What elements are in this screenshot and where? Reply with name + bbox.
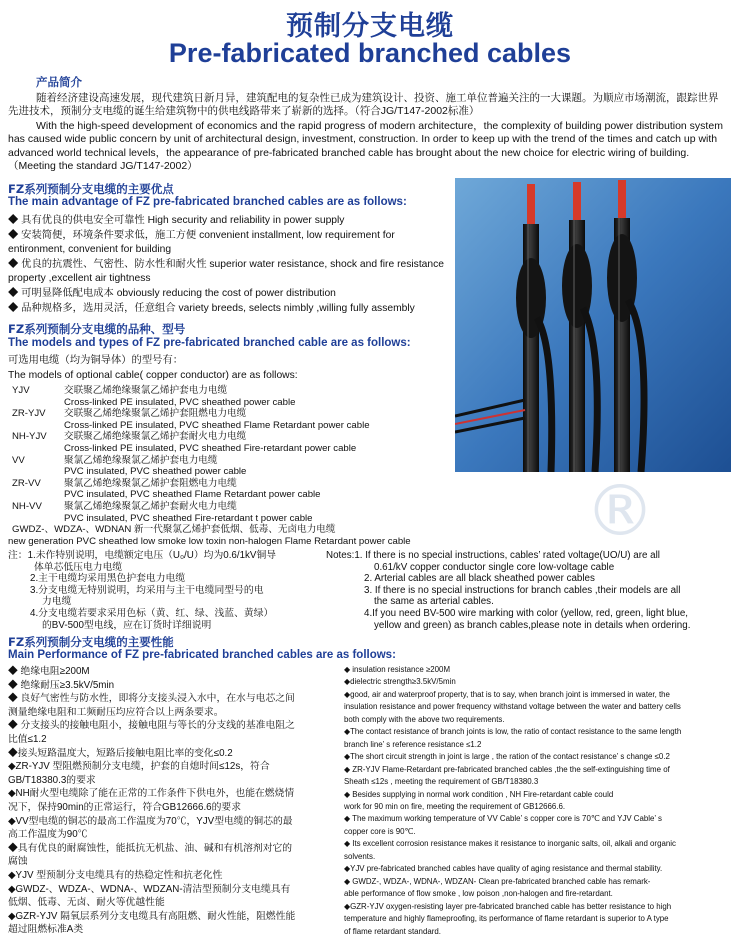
note-en-line: 0.61/kV copper conductor single core low-voltage cable (374, 561, 615, 573)
note-cn-line: 3.分支电缆无特别说明，均采用与主干电缆同型号的电 (30, 584, 264, 596)
perf-en-line: ◆The contact resistance of branch joints is low, the ratio of contact resistance to the same length (344, 727, 682, 737)
perf-cn-line: 比值≤1.2 (8, 733, 47, 745)
page-title-cn: 预制分支电缆 (286, 11, 454, 42)
models-heading-cn: FZ系列预制分支电缆的品种、型号 (8, 322, 186, 336)
perf-cn-line: ◆YJV 型预制分支电缆具有的热稳定性和抗老化性 (8, 869, 223, 881)
model-cn: 聚氯乙烯绝缘聚氯乙烯护套耐火电力电缆 (64, 500, 237, 512)
model-cn: 聚氯乙烯绝缘聚氯乙烯护套阻燃电力电缆 (64, 477, 237, 489)
perf-en-line: ◆good, air and waterproof property, that is to say, when branch joint is immersed in water, the (344, 689, 670, 699)
note-cn-line: 2.主干电缆均采用黑色护套电力电缆 (30, 573, 186, 585)
perf-en-line: ◆ ZR-YJV Flame-Retardant pre-fabricated branched cables ,the the self-extinguishing time of (344, 764, 670, 774)
advantage-item: ◆ 具有优良的供电安全可靠性 High security and reliability in power supply (8, 215, 345, 226)
model-en: PVC insulated, PVC sheathed Fire-retardant t power cable (64, 512, 313, 524)
perf-en-line: temperature and highly flameproofing, its performance of flame retardant is superior to A type (344, 914, 669, 924)
perf-en-line: work for 90 min on fire, meeting the requirement of GB12666.6. (344, 801, 566, 811)
perf-en-line: insulation resistance and power frequency withstand voltage between the water and battery cells (344, 702, 681, 712)
model-code: ZR-VV (12, 477, 41, 489)
perf-en-line: of flame retardant standard. (344, 926, 441, 936)
advantage-item: ◆ 品种规格多，选用灵活，任意组合 variety breeds, selects nimbly ,willing fully assembly (8, 302, 415, 314)
note-en-line: 4.If you need BV-500 wire marking with color (yellow, red, green, light blue, (364, 607, 689, 619)
note-cn-line: 注：1.未作特别说明，电缆额定电压（U₀/U）均为0.6/1kV铜导 (8, 550, 277, 561)
perf-en-line: ◆YJV pre-fabricated branched cables have quality of aging resistance and thermal stability. (344, 864, 663, 874)
perf-en-line: copper core is 90℃. (344, 826, 416, 836)
note-en-line: the same as arterial cables. (374, 596, 494, 608)
model-cn: 聚氯乙烯绝缘聚氯乙烯护套电力电缆 (64, 454, 218, 466)
advantage-item: ◆ 优良的抗震性、气密性、防水性和耐火性 superior water resistance, shock and fire resistance property ,excellent air tightness (8, 258, 445, 285)
model-row (12, 431, 452, 443)
model-en: PVC insulated, PVC sheathed power cable (64, 466, 247, 478)
perf-en-line: Sheath ≤12s , meeting the requirement of GB/T18380.3 (344, 777, 539, 787)
model-row (12, 501, 452, 513)
perf-en-line: ◆GZR-YJV oxygen-resisting layer pre-fabricated branched cable has better resistance to high (344, 901, 672, 911)
perf-cn-line: 测量绝缘电阻和工频耐压均应符合以上两条要求。 (8, 706, 224, 718)
model-gwdz-en: new generation PVC sheathed low smoke low toxin non-halogen Flame Retardant power cable (8, 535, 411, 547)
perf-cn-line: ◆GWDZ-、WDZA-、WDNA-、WDZAN-清洁型预制分支电缆具有 (8, 883, 291, 895)
intro-cn: 随着经济建设高速发展，现代建筑日新月异，建筑配电的复杂性已成为建筑设计、投资、施工单位普遍关注的一大课题。为顺应市场潮流，跟踪世界先进技术，预制分支电缆的诞生给建筑物中的供电线路带来了崭新的选择。（符合JG/T147-2002标准） (8, 92, 719, 118)
perf-en-line: ◆ insulation resistance ≥200M (344, 665, 451, 674)
advantage-item: ◆ 安装简便，环境条件要求低，施工方便 convenient installment, low requirement for entironment, convenient for building (8, 229, 395, 256)
note-cn-line: 体单芯低压电力电缆 (34, 561, 123, 573)
perf-cn-line: ◆GZR-YJV 隔氧层系列分支电缆具有高阻燃、耐火性能，阻燃性能 (8, 910, 296, 922)
perf-cn-line: GB/T18380.3的要求 (8, 774, 96, 786)
perf-cn-line: 况下，保持90min的正常运行，符合GB12666.6的要求 (8, 801, 242, 813)
perf-en-line: ◆ Its excellent corrosion resistance makes it resistance to inorganic salts, oil, alkali and organic (344, 839, 676, 849)
model-code: NH-VV (12, 500, 42, 512)
perf-en-line: able performance of flow smoke , low poison ,non-halogen and fire-retardant. (344, 889, 613, 899)
page-title-en: Pre-fabricated branched cables (168, 38, 572, 68)
perf-cn-line: ◆ZR-YJV 型阻燃预制分支电缆，护套的自熄时间≤12s，符合 (8, 761, 270, 773)
perf-en-line: ◆dielectric strength≥3.5kV/5min (344, 677, 456, 687)
model-row (12, 385, 452, 397)
models-heading-en: The models and types of FZ pre-fabricated branched cable are as follows: (8, 337, 411, 349)
perf-cn-line: ◆ 绝缘电阻≥200M (8, 666, 90, 677)
perf-en-line: ◆ GWDZ-, WDZA-, WDNA-, WDZAN- Clean pre-fabricated branched cable has remark- (344, 876, 651, 886)
note-cn-line: 的BV-500型电线，应在订货时详细说明 (42, 619, 212, 631)
intro-heading: 产品简介 (36, 75, 82, 89)
perf-cn-line: ◆具有优良的耐腐蚀性，能抵抗无机盐、油、碱和有机溶剂对它的 (8, 842, 293, 854)
perf-en-line: both comply with the above two requirements. (344, 714, 505, 724)
model-cn: 交联聚乙烯绝缘聚氯乙烯护套耐火电力电缆 (64, 431, 247, 443)
model-cn: 交联聚乙烯绝缘聚氯乙烯护套阻燃电力电缆 (64, 408, 247, 420)
perf-cn-line: ◆接头短路温度大，短路后接触电阻比率的变化≤0.2 (8, 747, 233, 759)
advantages-list (8, 214, 452, 316)
model-gwdz-cn: GWDZ-、WDZA-、WDNAN 新一代聚氯乙烯护套低烟、低毒、无卤电力电缆 (12, 524, 336, 536)
perf-cn-line: 低烟、低毒、无卤、耐火等优越性能 (8, 897, 165, 909)
model-row (12, 455, 452, 467)
perf-cn-line: 高工作温度为90℃ (8, 829, 88, 841)
note-en-line: 2. Arterial cables are all black sheathed power cables (364, 573, 595, 585)
perf-en-line: solvents. (344, 851, 376, 861)
performance-en-list (344, 664, 736, 938)
perf-cn-line: 超过阻燃标准A类 (8, 924, 84, 936)
models-intro-cn: 可选用电缆（均为铜导体）的型号有： (8, 355, 184, 366)
note-en-line: 3. If there is no special instructions for branch cables ,their models are all (364, 584, 681, 596)
model-en: PVC insulated, PVC sheathed Flame Retardant power cable (64, 489, 321, 501)
models-table (8, 385, 452, 547)
model-en: Cross-linked PE insulated, PVC sheathed Flame Retardant power cable (64, 419, 370, 431)
models-intro-en: The models of optional cable( copper conductor) are as follows: (8, 370, 298, 381)
perf-cn-line: ◆ 良好气密性与防水性，即将分支接头浸入水中，在水与电芯之间 (8, 693, 295, 705)
notes-cn (8, 550, 324, 631)
perf-en-line: ◆The short circuit strength in joint is large , the ration of the contact resistance’ s change ≤0.2 (344, 752, 670, 762)
model-code: YJV (12, 385, 30, 396)
model-code: NH-YJV (12, 431, 47, 443)
product-photo (455, 178, 731, 472)
perf-cn-line: ◆ 绝缘耐压≥3.5kV/5min (8, 679, 115, 691)
performance-heading-en: Main Performance of FZ pre-fabricated branched cables are as follows: (8, 649, 396, 661)
model-row (12, 408, 452, 420)
perf-cn-line: ◆NH耐火型电缆除了能在正常的工作条件下供电外，也能在燃烧情 (8, 788, 295, 800)
perf-en-line: ◆ The maximum working temperature of VV Cable’ s copper core is 70℃ and YJV Cable’ s (344, 814, 662, 824)
branched-cable-illustration (455, 178, 731, 472)
note-en-line: yellow and green) as branch cables,please note in details when ordering. (374, 619, 691, 631)
model-en: Cross-linked PE insulated, PVC sheathed Fire-retardant power cable (64, 442, 357, 454)
model-code: VV (12, 454, 25, 466)
intro-en: With the high-speed development of economics and the rapid progress of modern architecture，the complexity of building power distribution system has caused wide public concern by unit of architectural design, investment, construction. In order to keep up with the trend of the times and catch up with advanced world technical levels，the appearance of pre-fabricated branched cable has brought about the new choice for electric wiring of building.（Meeting the standard JG/T147-2002） (8, 120, 723, 173)
note-cn-line: 4.分支电缆若要求采用色标（黄、红、绿、浅蓝、黄绿） (30, 607, 274, 619)
model-cn: 交联聚乙烯绝缘聚氯乙烯护套电力电缆 (64, 385, 228, 396)
perf-cn-line: ◆ 分支接头的接触电阻小，接触电阻与等长的分支线的基准电阻之 (8, 720, 295, 732)
note-cn-line: 力电缆 (42, 596, 72, 608)
perf-en-line: ◆ Besides supplying in normal work condition , NH Fire-retardant cable could (344, 789, 614, 799)
advantages-heading-en: The main advantage of FZ pre-fabricated branched cables are as follows: (8, 196, 407, 208)
perf-en-line: branch line’ s reference resistance ≤1.2 (344, 739, 482, 749)
advantage-item: ◆ 可明显降低配电成本 obviously reducing the cost of power distribution (8, 287, 336, 299)
note-en-line: Notes:1. If there is no special instructions, cables’ rated voltage(UO/U) are all (326, 550, 660, 561)
performance-heading-cn: FZ系列预制分支电缆的主要性能 (8, 635, 174, 649)
perf-cn-line: 腐蚀 (8, 856, 28, 868)
perf-cn-line: ◆VV型电缆的铜芯的最高工作温度为70℃，YJV型电缆的铜芯的最 (8, 815, 293, 827)
model-code: ZR-YJV (12, 408, 46, 420)
notes-en (326, 550, 734, 631)
advantages-heading-cn: FZ系列预制分支电缆的主要优点 (8, 182, 174, 196)
performance-cn-list (8, 665, 344, 937)
model-row (12, 478, 452, 490)
registered-watermark: ® (585, 470, 655, 552)
model-en: Cross-linked PE insulated, PVC sheathed power cable (64, 396, 296, 408)
